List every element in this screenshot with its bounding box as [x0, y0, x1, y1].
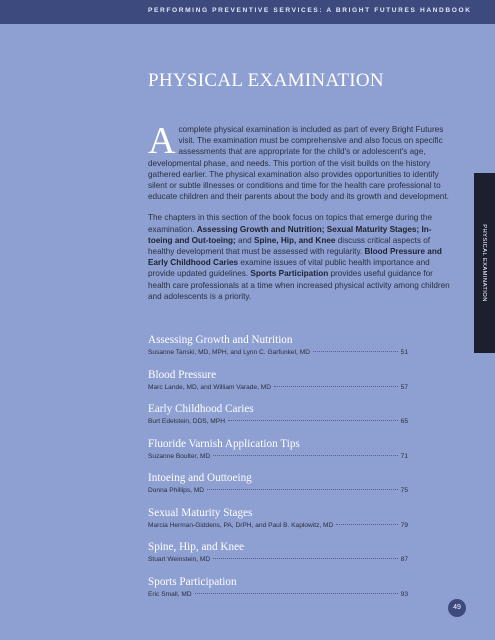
toc-page-number: 79: [400, 521, 408, 529]
toc-leader: [274, 386, 398, 387]
toc-authors: Donna Phillips, MD: [148, 487, 205, 494]
toc-title[interactable]: Sports Participation: [148, 575, 237, 588]
toc-authors: Marc Lande, MD, and William Varade, MD: [148, 383, 272, 391]
p2-text-1: The chapters in this section of the book focus on topics that emerge during the examination.: [148, 213, 432, 234]
intro-text: complete physical examination is included as part of every Bright Futures visit. The examination must be comprehensive and also focus on specific assessments that are appropriate for the child's or adolescent's age, developmental phase, and needs. This portion of the visit builds on the history gathered earlier. The physical examination also provides opportunities to identify silent or subtle illnesses or conditions and time for the health care professional to educate children and their parents about the body and its growth and development.: [148, 125, 449, 202]
toc-page-number: 65: [400, 418, 408, 425]
toc-item[interactable]: [148, 541, 408, 576]
intro-paragraph: [148, 120, 450, 202]
toc-page-number: 87: [400, 556, 408, 563]
toc-item[interactable]: [148, 472, 408, 507]
toc-leader: [313, 351, 398, 352]
side-tab-label: PHYSICAL EXAMINATION: [481, 224, 487, 302]
toc-authors: Burt Edelstein, DDS, MPH: [148, 418, 225, 425]
toc-authors: Eric Small, MD: [148, 590, 192, 598]
toc-title[interactable]: Spine, Hip, and Knee: [148, 541, 245, 553]
toc-title[interactable]: Fluoride Varnish Application Tips: [148, 437, 300, 450]
toc-item[interactable]: [148, 438, 408, 473]
table-of-contents: [148, 334, 408, 610]
p2-text-3: discuss critical aspects of healthy development that must be assessed with regularity.: [148, 235, 431, 257]
toc-leader: [207, 489, 398, 490]
toc-title[interactable]: Blood Pressure: [148, 368, 217, 381]
page-number: 49: [448, 599, 466, 617]
toc-title[interactable]: Sexual Maturity Stages: [148, 506, 253, 519]
body-text: [148, 120, 450, 302]
running-header: PERFORMING PREVENTIVE SERVICES: A BRIGHT FUTURES HANDBOOK: [148, 7, 472, 14]
toc-leader: [228, 420, 398, 421]
toc-title[interactable]: Early Childhood Caries: [148, 403, 254, 415]
p2-bold-3: Blood Pressure and Early Childhood Caries: [148, 247, 442, 268]
p2-bold-4: Sports Participation: [250, 269, 329, 279]
toc-item[interactable]: [148, 403, 408, 438]
toc-leader: [213, 455, 397, 456]
toc-leader: [213, 558, 397, 559]
toc-title[interactable]: Assessing Growth and Nutrition: [148, 334, 293, 346]
toc-title[interactable]: Intoeing and Outtoeing: [148, 472, 252, 484]
toc-page-number: 51: [400, 349, 408, 356]
toc-page-number: 75: [400, 487, 408, 494]
dropcap: A: [148, 120, 176, 162]
toc-item[interactable]: [148, 369, 408, 404]
toc-item[interactable]: [148, 576, 408, 611]
toc-authors: Susanne Tanski, MD, MPH, and Lynn C. Garfunkel, MD: [148, 349, 310, 356]
toc-page-number: 71: [400, 452, 408, 460]
p2-bold-2: Spine, Hip, and Knee: [254, 235, 336, 245]
section-side-tab: [474, 173, 495, 353]
toc-leader: [336, 524, 397, 525]
p2-bold-1: Assessing Growth and Nutrition; Sexual Maturity Stages; In-toeing and Out-toeing;: [148, 224, 432, 245]
toc-item[interactable]: [148, 334, 408, 369]
p2-text-4: examine issues of vital public health importance and provide updated guidelines.: [148, 258, 430, 279]
toc-authors: Suzanne Boulter, MD: [148, 452, 211, 460]
chapters-paragraph: [148, 212, 450, 302]
toc-authors: Stuart Weinstein, MD: [148, 556, 211, 563]
page-title: PHYSICAL EXAMINATION: [148, 70, 384, 91]
toc-page-number: 93: [400, 590, 408, 598]
toc-item[interactable]: [148, 507, 408, 542]
toc-page-number: 57: [400, 383, 408, 391]
toc-authors: Marcia Herman-Giddens, PA, DrPH, and Paul B. Kaplowitz, MD: [148, 521, 334, 529]
toc-leader: [195, 593, 398, 594]
p2-text-2: and: [235, 235, 254, 245]
p2-text-5: provides useful guidance for health care professionals at a time when increased physical activity among children and adolescents is a priority.: [148, 269, 450, 301]
